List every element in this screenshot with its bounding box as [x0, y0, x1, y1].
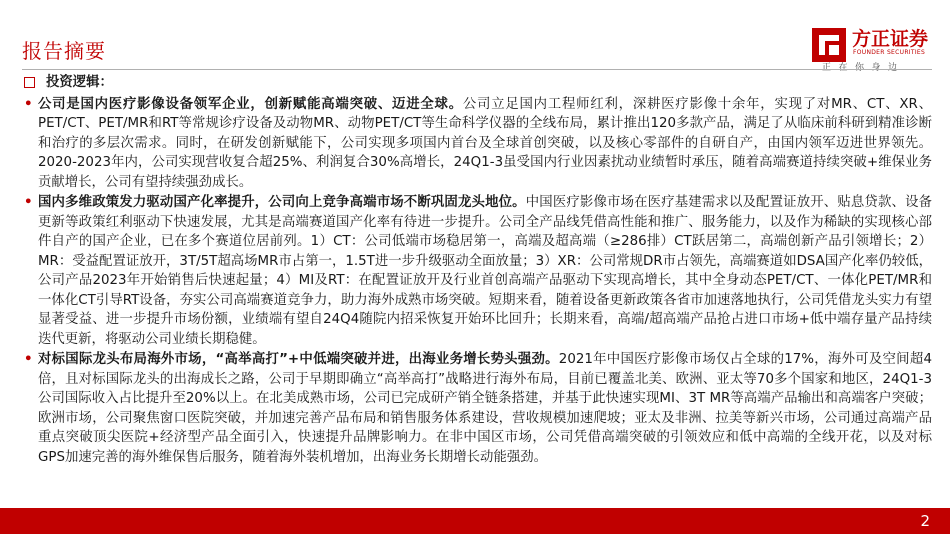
logo-slogan: 正在你身边: [822, 63, 905, 73]
list-item: [24, 350, 932, 467]
list-item-body: 公司立足国内工程师红利，深耕医疗影像十余年，实现了对MR、CT、XR、PET/CT、PET/MR和RT等常规诊疗设备及动物MR、动物PET/CT等生命科学仪器的全线布局，累计推出120多款产品，满足了从临床前科研到精准诊断和治疗的多层次需求。同时，在研发创新赋能下，公司实现多项国内首台及全球首创突破，以及核心零部件的自研自产，由国内领军迈进世界领先。2020-2023年内，公司实现营收复合超25%、利润复合30%高增长，24Q1-3虽受国内行业因素扰动业绩暂时承压，随着高端赛道持续突破+维保业务贡献增长，公司有望持续强劲成长。: [38, 96, 932, 190]
list-item-text: [38, 350, 932, 467]
section-heading-text: 投资逻辑：: [46, 75, 113, 90]
founder-logo-icon: [812, 28, 846, 62]
bullet-dot-icon: •: [24, 352, 33, 367]
square-bullet-icon: [24, 77, 35, 88]
bullet-dot-icon: •: [24, 96, 33, 112]
report-body: [24, 73, 932, 468]
list-item-lead: 对标国际龙头布局海外市场，“高举高打”+中低端突破并进，出海业务增长势头强劲。: [38, 352, 559, 367]
header-divider: [22, 69, 932, 70]
list-item-text: [38, 193, 932, 349]
page-number: 2: [920, 512, 930, 530]
list-item-lead: 国内多维政策发力驱动国产化率提升，公司向上竞争高端市场不断巩固龙头地位。: [38, 195, 526, 210]
page-title: 报告摘要: [22, 39, 106, 63]
list-item: [24, 95, 932, 193]
list-item-body: 中国医疗影像市场在医疗基建需求以及配置证放开、贴息贷款、设备更新等政策红利驱动下快速发展，尤其是高端赛道国产化率有待进一步提升。公司全产品线凭借高性能和推广、服务能力，以及作为稀缺的实现核心部件自产的国产企业，已在多个赛道位居前列。1）CT：公司低端市场稳居第一，高端及超高端（≥286排）CT跃居第二，高端创新产品引领增长；2）MR：受益配置证放开，3T/5T超高场MR市占第一，1.5T进一步升级驱动全面放量；3）XR：公司常规DR市占领先，高端赛道如DSA国产化率仍较低，公司产品2023年开始销售后快速起量；4）MI及RT：在配置证放开及行业首创高端产品驱动下实现高增长，其中全身动态PET/CT、一体化PET/MR和一体化CT引导RT设备，夯实公司高端赛道竞争力，助力海外成熟市场突破。短期来看，随着设备更新政策各省市加速落地执行，公司凭借龙头实力有望显著受益、进一步提升市场份额，业绩端有望自24Q4随院内招采恢复开始环比回升；长期来看，高端/超高端产品抢占进口市场+低中端存量产品持续迭代更新，将驱动公司业绩长期稳健。: [38, 195, 933, 347]
logo-text-en: FOUNDER SECURITIES: [853, 49, 926, 56]
section-heading: [24, 73, 932, 93]
list-item-text: [38, 95, 932, 193]
list-item-body: 2021年中国医疗影像市场仅占全球的17%，海外可及空间超4倍，且对标国际龙头的出海成长之路，公司于早期即确立“高举高打”战略进行海外布局，目前已覆盖北美、欧洲、亚太等70多个国家和地区，24Q1-3公司国际收入占比提升至20%以上。在北美成熟市场，公司已完成研产销全链条搭建，并基于此快速实现MI、3T MR等高端产品输出和高端客户突破；欧洲市场，公司聚焦窗口医院突破，并加速完善产品布局和销售服务体系建设，营收规模加速爬坡；亚太及非洲、拉美等新兴市场，公司通过高端产品重点突破顶尖医院+经济型产品全面引入，快速提升品牌影响力。在非中国区市场，公司凭借高端突破的引领效应和低中高端的全线开花，以及对标GPS加速完善的海外维保售后服务，随着海外装机增加，出海业务长期增长动能强劲。: [38, 352, 933, 465]
list-item-lead: 公司是国内医疗影像设备领军企业，创新赋能高端突破、迈进全球。: [38, 96, 463, 112]
list-item: [24, 193, 932, 349]
footer-bar: [0, 508, 950, 534]
bullet-dot-icon: •: [24, 195, 33, 210]
logo-text-cn: 方正证券: [852, 28, 929, 50]
